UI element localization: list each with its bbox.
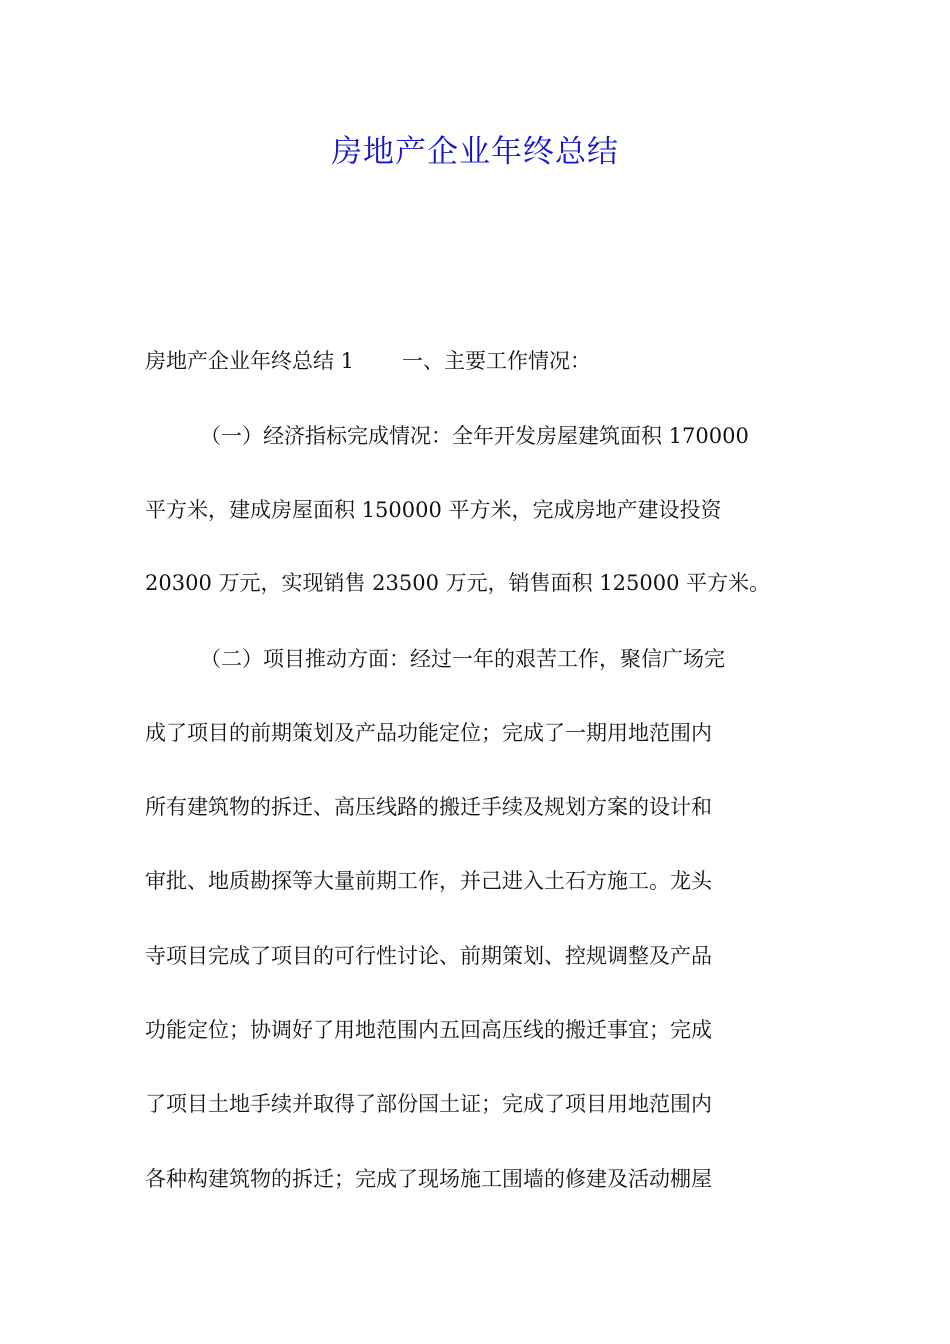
paragraph-line: （二）项目推动方面：经过一年的艰苦工作，聚信广场完 bbox=[200, 647, 725, 671]
document-title: 房地产企业年终总结 bbox=[331, 134, 619, 170]
paragraph-line: 审批、地质勘探等大量前期工作，并己进入土石方施工。龙头 bbox=[145, 869, 712, 893]
section-subheading: 一、主要工作情况： bbox=[402, 349, 592, 373]
paragraph-line bbox=[145, 343, 591, 379]
paragraph-line: 寺项目完成了项目的可行性讨论、前期策划、控规调整及产品 bbox=[145, 944, 712, 968]
paragraph-line: 了项目土地手续并取得了部份国土证；完成了项目用地范围内 bbox=[145, 1092, 712, 1116]
paragraph-line: （一）经济指标完成情况：全年开发房屋建筑面积 170000 bbox=[200, 424, 749, 448]
paragraph-line: 各种构建筑物的拆迁；完成了现场施工围墙的修建及活动棚屋 bbox=[145, 1167, 712, 1191]
paragraph-line: 功能定位；协调好了用地范围内五回高压线的搬迁事宜；完成 bbox=[145, 1018, 712, 1042]
paragraph-line: 所有建筑物的拆迁、高压线路的搬迁手续及规划方案的设计和 bbox=[145, 795, 712, 819]
paragraph-line: 成了项目的前期策划及产品功能定位；完成了一期用地范围内 bbox=[145, 721, 712, 745]
paragraph-line: 平方米，建成房屋面积 150000 平方米，完成房地产建设投资 bbox=[145, 498, 722, 522]
section-heading: 房地产企业年终总结 1 bbox=[145, 349, 355, 373]
paragraph-line: 20300 万元，实现销售 23500 万元，销售面积 125000 平方米。 bbox=[145, 571, 771, 595]
